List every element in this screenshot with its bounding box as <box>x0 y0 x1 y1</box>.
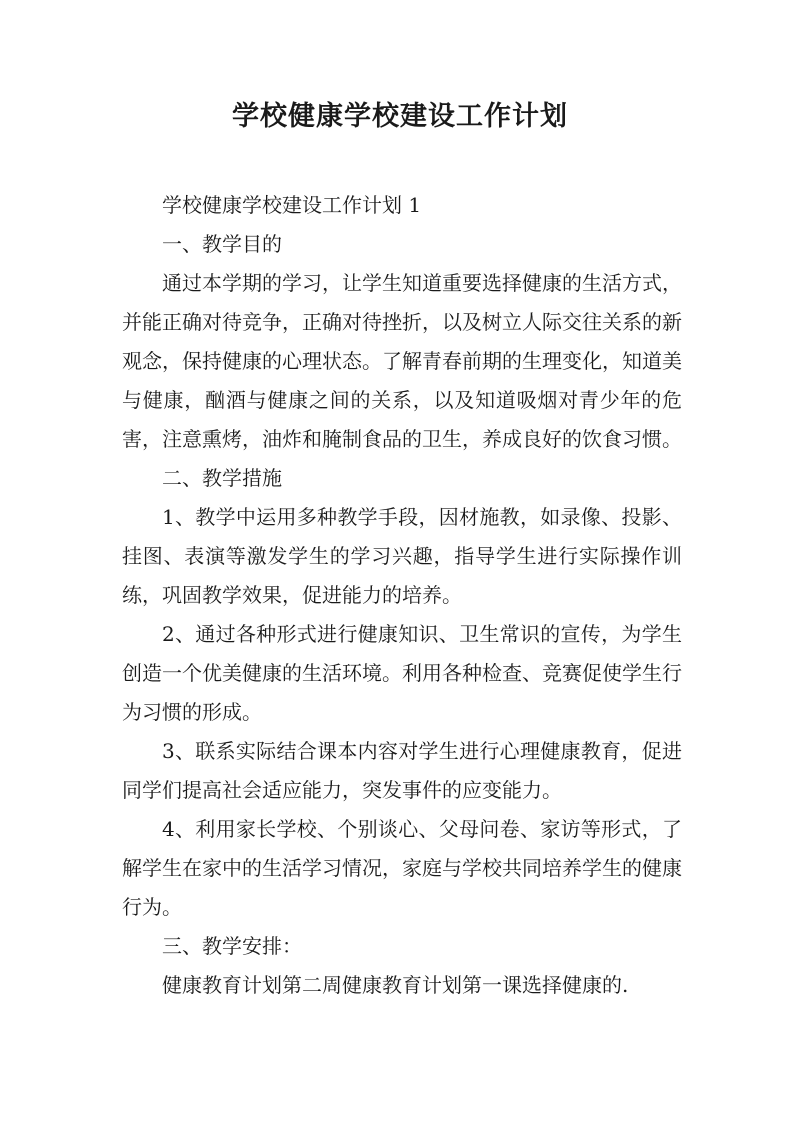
paragraph-measure-4: 4、利用家长学校、个别谈心、父母问卷、家访等形式，了解学生在家中的生活学习情况，家庭与学校共同培养学生的健康行为。 <box>122 817 682 919</box>
paragraph-heading-teaching-measures: 二、教学措施 <box>162 466 282 490</box>
paragraph-heading-teaching-schedule: 三、教学安排： <box>162 934 302 958</box>
paragraph-measure-3: 3、联系实际结合课本内容对学生进行心理健康教育，促进同学们提高社会适应能力，突发事件的应变能力。 <box>122 739 682 802</box>
paragraph-measure-1: 1、教学中运用多种教学手段，因材施教，如录像、投影、挂图、表演等激发学生的学习兴趣，指导学生进行实际操作训练，巩固教学效果，促进能力的培养。 <box>122 505 682 607</box>
document-body <box>122 186 682 1005</box>
paragraph-measure-2: 2、通过各种形式进行健康知识、卫生常识的宣传，为学生创造一个优美健康的生活环境。利用各种检查、竞赛促使学生行为习惯的形成。 <box>122 622 682 724</box>
document-title: 学校健康学校建设工作计划 <box>232 101 568 132</box>
paragraph-schedule: 健康教育计划第二周健康教育计划第一课选择健康的. <box>162 973 629 997</box>
paragraph-heading-teaching-goal: 一、教学目的 <box>162 232 282 256</box>
paragraph-teaching-goal: 通过本学期的学习，让学生知道重要选择健康的生活方式，并能正确对待竞争，正确对待挫折，以及树立人际交往关系的新观念，保持健康的心理状态。了解青春前期的生理变化，知道美与健康，酗酒与健康之间的关系，以及知道吸烟对青少年的危害，注意熏烤，油炸和腌制食品的卫生，养成良好的饮食习惯。 <box>122 271 682 451</box>
paragraph-section-heading: 学校健康学校建设工作计划 1 <box>162 193 422 217</box>
